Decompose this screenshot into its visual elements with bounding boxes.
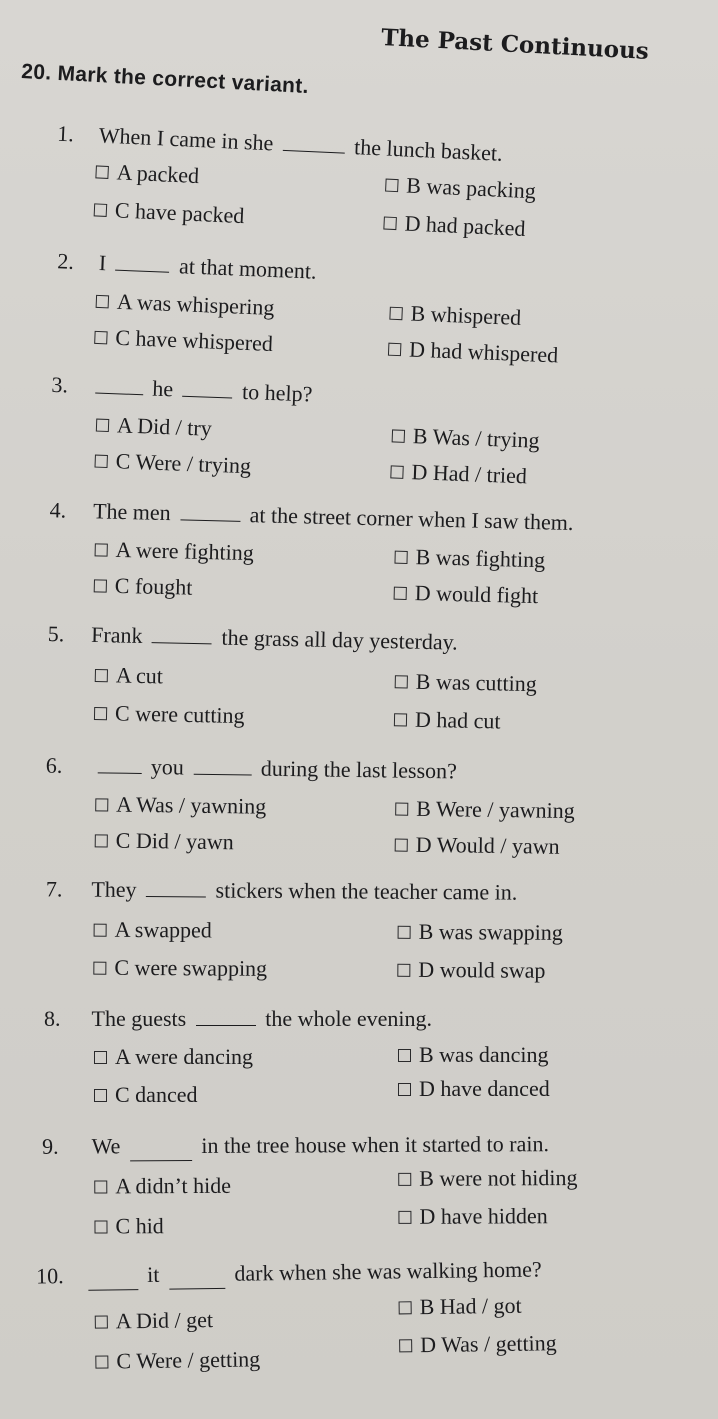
option-d[interactable]: D Was / getting [399, 1330, 557, 1358]
question-number: 7. [45, 876, 63, 902]
option-a[interactable]: A packed [95, 158, 200, 189]
answer-blank [95, 391, 143, 395]
answer-blank [146, 895, 206, 897]
checkbox[interactable] [94, 330, 108, 344]
question-text: When I came in she [98, 122, 274, 156]
option-a[interactable]: A Did / get [95, 1307, 214, 1335]
question-text: Frank [90, 621, 143, 648]
option-c[interactable]: C fought [94, 572, 193, 600]
question-9 [0, 1130, 718, 1254]
question-text: I [98, 249, 107, 276]
checkbox[interactable] [383, 216, 397, 230]
answer-blank [115, 269, 169, 273]
question-text: it [146, 1261, 160, 1287]
checkbox[interactable] [399, 1339, 412, 1352]
question-10 [0, 1254, 718, 1384]
checkbox[interactable] [398, 1172, 411, 1185]
question-text: stickers when the teacher came in. [215, 877, 518, 905]
checkbox[interactable] [399, 1301, 412, 1314]
option-d[interactable]: D Had / tried [390, 458, 527, 489]
checkbox[interactable] [94, 1220, 107, 1233]
option-d[interactable]: D had cut [394, 706, 501, 734]
question-number: 4. [49, 497, 67, 523]
option-b[interactable]: B Were / yawning [395, 796, 575, 825]
question-text: to help? [241, 378, 313, 407]
option-c[interactable]: C were swapping [93, 955, 267, 982]
answer-blank [97, 771, 141, 774]
checkbox[interactable] [95, 1315, 108, 1328]
option-d[interactable]: D Would / yawn [395, 832, 560, 860]
option-b[interactable]: B was packing [385, 172, 537, 205]
checkbox[interactable] [395, 802, 408, 815]
checkbox[interactable] [395, 675, 408, 688]
answer-blank [283, 149, 345, 154]
option-c[interactable]: C Did / yawn [95, 827, 234, 855]
answer-blank [130, 1159, 192, 1161]
checkbox[interactable] [94, 1051, 107, 1064]
option-a[interactable]: A were fighting [94, 536, 254, 566]
answer-blank [193, 773, 251, 776]
option-d[interactable]: D had packed [383, 210, 526, 242]
question-number: 1. [56, 120, 75, 147]
checkbox[interactable] [93, 961, 106, 974]
option-b[interactable]: B was fighting [394, 544, 545, 574]
page-title: The Past Continuous [380, 24, 650, 65]
checkbox[interactable] [95, 1355, 108, 1368]
answer-blank [169, 1287, 225, 1290]
checkbox[interactable] [385, 178, 399, 192]
question-text: the lunch basket. [353, 134, 504, 166]
checkbox[interactable] [389, 306, 403, 320]
checkbox[interactable] [397, 963, 410, 976]
checkbox[interactable] [394, 550, 407, 563]
option-c[interactable]: C were cutting [94, 700, 245, 729]
question-4 [0, 496, 718, 634]
checkbox[interactable] [388, 342, 402, 356]
checkbox[interactable] [95, 165, 109, 179]
question-number: 10. [35, 1263, 64, 1289]
question-1 [0, 118, 717, 270]
question-number: 8. [44, 1006, 61, 1031]
checkbox[interactable] [390, 465, 403, 478]
question-5 [0, 620, 718, 755]
option-c[interactable]: C have whispered [94, 324, 274, 357]
checkbox[interactable] [398, 1210, 411, 1223]
checkbox[interactable] [94, 1089, 107, 1102]
option-c[interactable]: C danced [94, 1082, 197, 1108]
checkbox[interactable] [94, 203, 108, 217]
question-text: dark when she was walking home? [234, 1256, 542, 1286]
option-b[interactable]: B whispered [389, 300, 522, 331]
answer-blank [180, 518, 240, 521]
option-a[interactable]: A Did / try [96, 412, 213, 442]
checkbox[interactable] [394, 586, 407, 599]
checkbox[interactable] [96, 418, 109, 431]
option-a[interactable]: A swapped [94, 917, 212, 944]
question-text: They [91, 876, 137, 902]
question-3 [0, 370, 718, 516]
question-number: 3. [51, 371, 69, 398]
question-text: The men [92, 498, 172, 526]
option-d[interactable]: D would fight [393, 580, 538, 610]
option-c[interactable]: C have packed [93, 196, 245, 229]
question-number: 5. [47, 621, 65, 647]
checkbox[interactable] [96, 294, 110, 308]
option-a[interactable]: A Was / yawning [95, 791, 266, 819]
question-7 [0, 876, 718, 1001]
option-b[interactable]: B was cutting [395, 668, 538, 697]
question-text: he [151, 375, 174, 402]
task-heading: 20. Mark the correct variant. [20, 60, 310, 99]
answer-blank [152, 641, 212, 644]
option-a[interactable]: A were dancing [94, 1044, 253, 1070]
option-d[interactable]: D have hidden [398, 1203, 547, 1230]
question-2 [0, 246, 717, 395]
checkbox[interactable] [94, 706, 107, 719]
option-d[interactable]: D would swap [397, 957, 545, 984]
question-8 [0, 1006, 718, 1126]
question-number: 2. [56, 248, 75, 274]
checkbox[interactable] [95, 834, 108, 847]
option-c[interactable]: C Were / getting [95, 1346, 260, 1374]
option-d[interactable]: D have danced [398, 1076, 550, 1102]
checkbox[interactable] [95, 798, 108, 811]
question-number: 6. [45, 752, 63, 778]
option-d[interactable]: D had whispered [388, 336, 559, 369]
question-text: at that moment. [178, 253, 318, 284]
checkbox[interactable] [95, 454, 108, 467]
question-text: at the street corner when I saw them. [249, 502, 574, 536]
option-a[interactable]: A cut [95, 662, 164, 689]
checkbox[interactable] [392, 429, 405, 442]
checkbox[interactable] [94, 579, 107, 592]
question-text: The guests [91, 1006, 187, 1031]
option-b[interactable]: B was swapping [398, 919, 563, 946]
option-b[interactable]: B was dancing [398, 1042, 549, 1068]
checkbox[interactable] [398, 1083, 411, 1096]
option-a[interactable]: A was whispering [95, 288, 275, 321]
option-b[interactable]: B Had / got [398, 1293, 521, 1321]
checkbox[interactable] [94, 923, 107, 936]
question-number: 9. [41, 1133, 59, 1159]
answer-blank [88, 1288, 138, 1291]
checkbox[interactable] [395, 838, 408, 851]
option-c[interactable]: C hid [94, 1213, 163, 1239]
checkbox[interactable] [398, 925, 411, 938]
option-b[interactable]: B Was / trying [391, 422, 540, 453]
question-text: in the tree house when it started to rain. [201, 1131, 550, 1158]
option-c[interactable]: C Were / trying [94, 448, 251, 480]
answer-blank [182, 395, 232, 399]
option-a[interactable]: A didn’t hide [94, 1173, 231, 1200]
checkbox[interactable] [398, 1049, 411, 1062]
checkbox[interactable] [95, 543, 108, 556]
question-text: during the last lesson? [260, 755, 458, 784]
question-text: We [91, 1133, 121, 1159]
checkbox[interactable] [94, 1180, 107, 1193]
checkbox[interactable] [394, 713, 407, 726]
question-text: the grass all day yesterday. [221, 624, 458, 655]
answer-blank [196, 1024, 256, 1026]
question-text: you [150, 754, 184, 780]
question-6 [0, 752, 718, 882]
checkbox[interactable] [95, 669, 108, 682]
question-text: the whole evening. [265, 1006, 432, 1031]
option-b[interactable]: B were not hiding [398, 1165, 577, 1192]
